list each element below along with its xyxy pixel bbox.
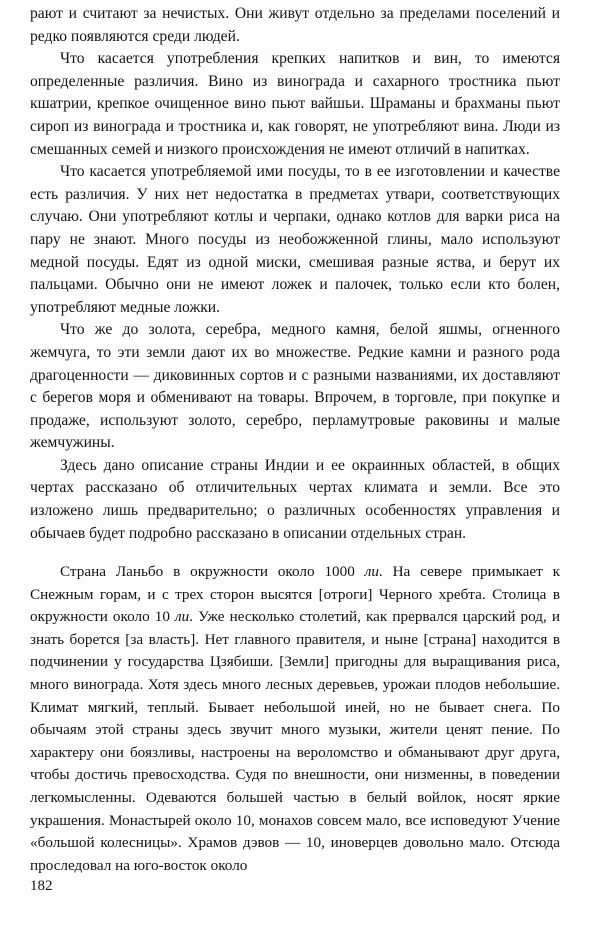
paragraph: Здесь дано описание страны Индии и ее окраинных областей, в общих чертах рассказано об отличительных чертах климата и земли. Все это изложено лишь предварительно; о различных особенностях управления и обычаев будет подробно рассказано в описании отдельных стран. xyxy=(30,456,560,542)
paragraph: рают и считают за нечистых. Они живут отдельно за пределами поселений и редко появляются среди людей. xyxy=(30,5,560,45)
paragraph: Что касается употребления крепких напитков и вин, то имеются определенные различия. Вино из винограда и сахарного тростника пьют кшатрии, крепкое очищенное вино пьют вайшьи. Шраманы и брахманы пьют сироп из винограда и тростника и, как говорят, не употребляют вина. Люди из смешанных семей и низкого происхождения не имеют отличий в напитках. xyxy=(30,50,560,158)
page-number: 182 xyxy=(30,878,53,894)
section-two xyxy=(30,561,560,877)
unit-li: ли xyxy=(364,563,379,580)
section-one xyxy=(30,3,560,545)
paragraph: Что касается употребляемой ими посуды, то в ее изготовлении и качестве есть различия. У них нет недостатка в предметах утвари, соответствующих случаю. Они употребляют котлы и черпаки, однако котлов для варки риса на пару не знают. Много посуды из необожженной глины, мало используют медной посуды. Едят из одной миски, смешивая разные яства, и берут их пальцами. Обычно они не имеют ложек и палочек, только если кто болен, употребляют медные ложки. xyxy=(30,163,560,316)
unit-li: ли xyxy=(175,608,190,626)
text-run: Страна Ланьбо в окружности около 1000 xyxy=(60,563,365,580)
text-run: . Уже несколько столетий, как прервался царский род, и знать борется [за власть]. Нет главного правителя, и ныне [страна] находится в подчинении у государства Цзябиши. [Земли] пригодны для выращивания риса, много винограда. Хотя здесь много лесных деревьев, урожаи плодов небольшие. Климат мягкий, теплый. Бывает небольшой иней, но не бывает снега. По обычаям этой страны здесь звучит много музыки, жители ценят пение. По характеру они боязливы, настроены на вероломство и обманывают друг друга, чтобы достичь превосходства. Судя по внешности, они низменны, в поведении легкомысленны. Одеваются большей частью в белый войлок, носят яркие украшения. Монастырей около 10, монахов совсем мало, все исповедуют Учение «большой колесницы». Храмов дэвов — 10, иноверцев довольно мало. Отсюда проследовал на юго-восток около xyxy=(30,608,560,874)
paragraph xyxy=(30,561,560,877)
paragraph: Что же до золота, серебра, медного камня, белой яшмы, огненного жемчуга, то эти земли дают их во множестве. Редкие камни и разного рода драгоценности — диковинных сортов и с разными названиями, их доставляют с берегов моря и обменивают на товары. Впрочем, в торговле, при покупке и продаже, используют золото, серебро, перламутровые раковины и малые жемчужины. xyxy=(30,321,560,452)
text-run: . На севере примыкает к Снежным горам, и с трех сторон высятся [отроги] Черного хребта. Столица в окружности около 10 xyxy=(30,563,560,626)
